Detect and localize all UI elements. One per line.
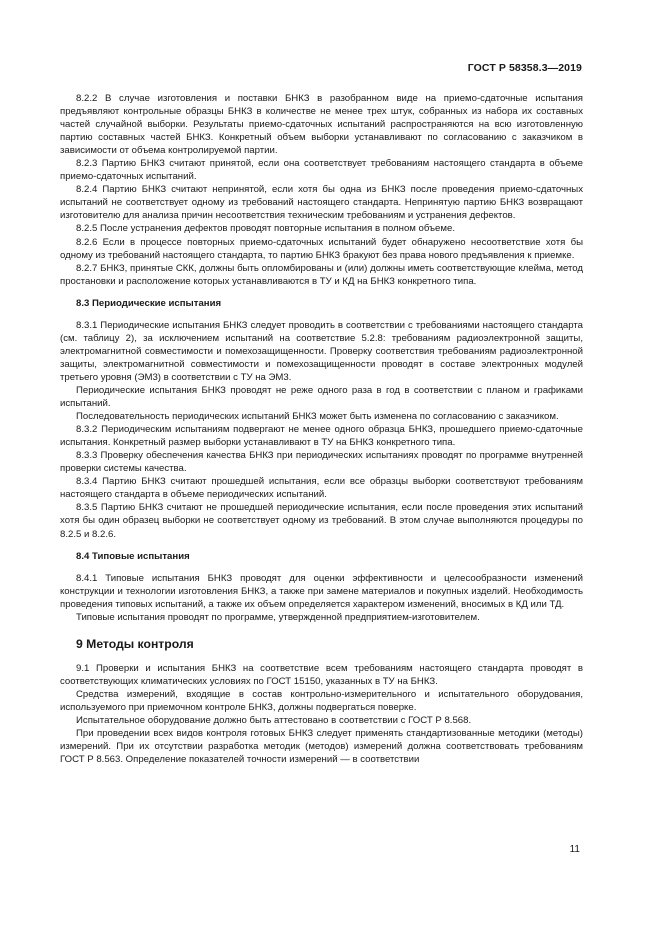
paragraph-8-2-5: 8.2.5 После устранения дефектов проводят повторные испытания в полном объеме.	[76, 223, 455, 235]
paragraph-8-3-1: 8.3.1 Периодические испытания БНКЗ следует проводить в соответствии с требованиями настоящего стандарта (см. таблицу 2), за исключением испытаний на соответствие 5.2.8: требованиям радиоэлектронной защиты, электромагнитной совместимости и помехозащищенности. Проверку соответствия требованиям радиоэлектронной защиты, электромагнитной совместимости и помехозащищенности проводят в составе электронных модулей третьего уровня (ЭМ3) в соответствии с ТУ на ЭМ3.	[60, 319, 583, 383]
paragraph-8-3-2: 8.3.2 Периодическим испытаниям подвергают не менее одного образца БНКЗ, прошедшего приемо-сдаточные испытания. Конкретный размер выборки устанавливают в ТУ на БНКЗ конкретного типа.	[60, 424, 583, 449]
document-body	[60, 92, 583, 766]
paragraph-8-3-1-c: Последовательность периодических испытаний БНКЗ может быть изменена по согласованию с заказчиком.	[76, 411, 559, 423]
paragraph-9-1-c: Испытательное оборудование должно быть аттестовано в соответствии с ГОСТ Р 8.568.	[76, 715, 472, 727]
paragraph-8-2-4: 8.2.4 Партию БНКЗ считают непринятой, если хотя бы одна из БНКЗ после проведения приемо-сдаточных испытаний не соответствует одному из требований настоящего стандарта. Непринятую партию БНКЗ возвращают изготовителю для анализа причин несоответствия техническим требованиям и устранения дефектов.	[60, 184, 583, 222]
paragraph-9-1-b: Средства измерений, входящие в состав контрольно-измерительного и испытательного оборудования, используемого при приемочном контроле БНКЗ, должны подвергаться поверке.	[60, 688, 583, 713]
paragraph-8-2-2: 8.2.2 В случае изготовления и поставки БНКЗ в разобранном виде на приемо-сдаточные испытания предъявляют контрольные образцы БНКЗ в количестве не менее трех штук, собранных из набора их составных частей случайной выборки. Результаты приемо-сдаточных испытаний распространяются на всю изготовленную партию составных частей БНКЗ. Конкретный объем выборки устанавливают по согласованию с заказчиком в зависимости от объема контролируемой партии.	[60, 93, 583, 157]
paragraph-8-3-1-b: Периодические испытания БНКЗ проводят не реже одного раза в год в соответствии с планом и графиками испытаний.	[60, 384, 583, 410]
paragraph-8-3-3: 8.3.3 Проверку обеспечения качества БНКЗ при периодических испытаниях проводят по программе внутренней проверки системы качества.	[60, 450, 583, 475]
paragraph-8-2-3: 8.2.3 Партию БНКЗ считают принятой, если она соответствует требованиям настоящего стандарта в объеме приемо-сдаточных испытаний.	[60, 158, 583, 183]
paragraph-8-4-1: 8.4.1 Типовые испытания БНКЗ проводят для оценки эффективности и целесообразности изменений конструкции и технологии изготовления БНКЗ, а также при замене материалов и покупных изделий. Необходимость проведения типовых испытаний, а также их объем определяется характером изменений, вносимых в КД или ТД.	[60, 572, 583, 610]
paragraph-8-2-7: 8.2.7 БНКЗ, принятые СКК, должны быть опломбированы и (или) должны иметь соответствующие клейма, метод простановки и расположение которых устанавливаются в ТУ и КД на БНКЗ конкретного типа.	[60, 262, 583, 287]
section-heading-8-4: 8.4 Типовые испытания	[76, 550, 190, 562]
section-heading-8-3: 8.3 Периодические испытания	[76, 297, 222, 309]
page-number: 11	[569, 844, 580, 855]
chapter-heading-9: 9 Методы контроля	[76, 636, 194, 651]
paragraph-8-4-1-b: Типовые испытания проводят по программе, утвержденной предприятием-изготовителем.	[76, 611, 480, 623]
paragraph-9-1: 9.1 Проверки и испытания БНКЗ на соответствие всем требованиям настоящего стандарта проводят в соответствующих климатических условиях по ГОСТ 15150, указанных в ТУ на БНКЗ.	[60, 662, 583, 687]
paragraph-8-2-6: 8.2.6 Если в процессе повторных приемо-сдаточных испытаний будет обнаружено несоответствие хотя бы одному из требований настоящего стандарта, то партию БНКЗ бракуют без права нового предъявления к приемке.	[60, 236, 583, 261]
paragraph-8-3-5: 8.3.5 Партию БНКЗ считают не прошедшей периодические испытания, если после проведения этих испытаний хотя бы один образец выборки не соответствует одному из требований. В этом случае выполняются процедуры по 8.2.5 и 8.2.6.	[60, 502, 583, 540]
document-header: ГОСТ Р 58358.3—2019	[467, 62, 582, 74]
paragraph-9-1-d: При проведении всех видов контроля готовых БНКЗ следует применять стандартизованные методики (методы) измерений. При их отсутствии разработка методик (методов) измерений должна соответствовать требованиям ГОСТ Р 8.563. Определение показателей точности измерений — в соответствии	[60, 728, 583, 766]
paragraph-8-3-4: 8.3.4 Партию БНКЗ считают прошедшей испытания, если все образцы выборки соответствуют требованиям настоящего стандарта в объеме периодических испытаний.	[60, 476, 583, 501]
